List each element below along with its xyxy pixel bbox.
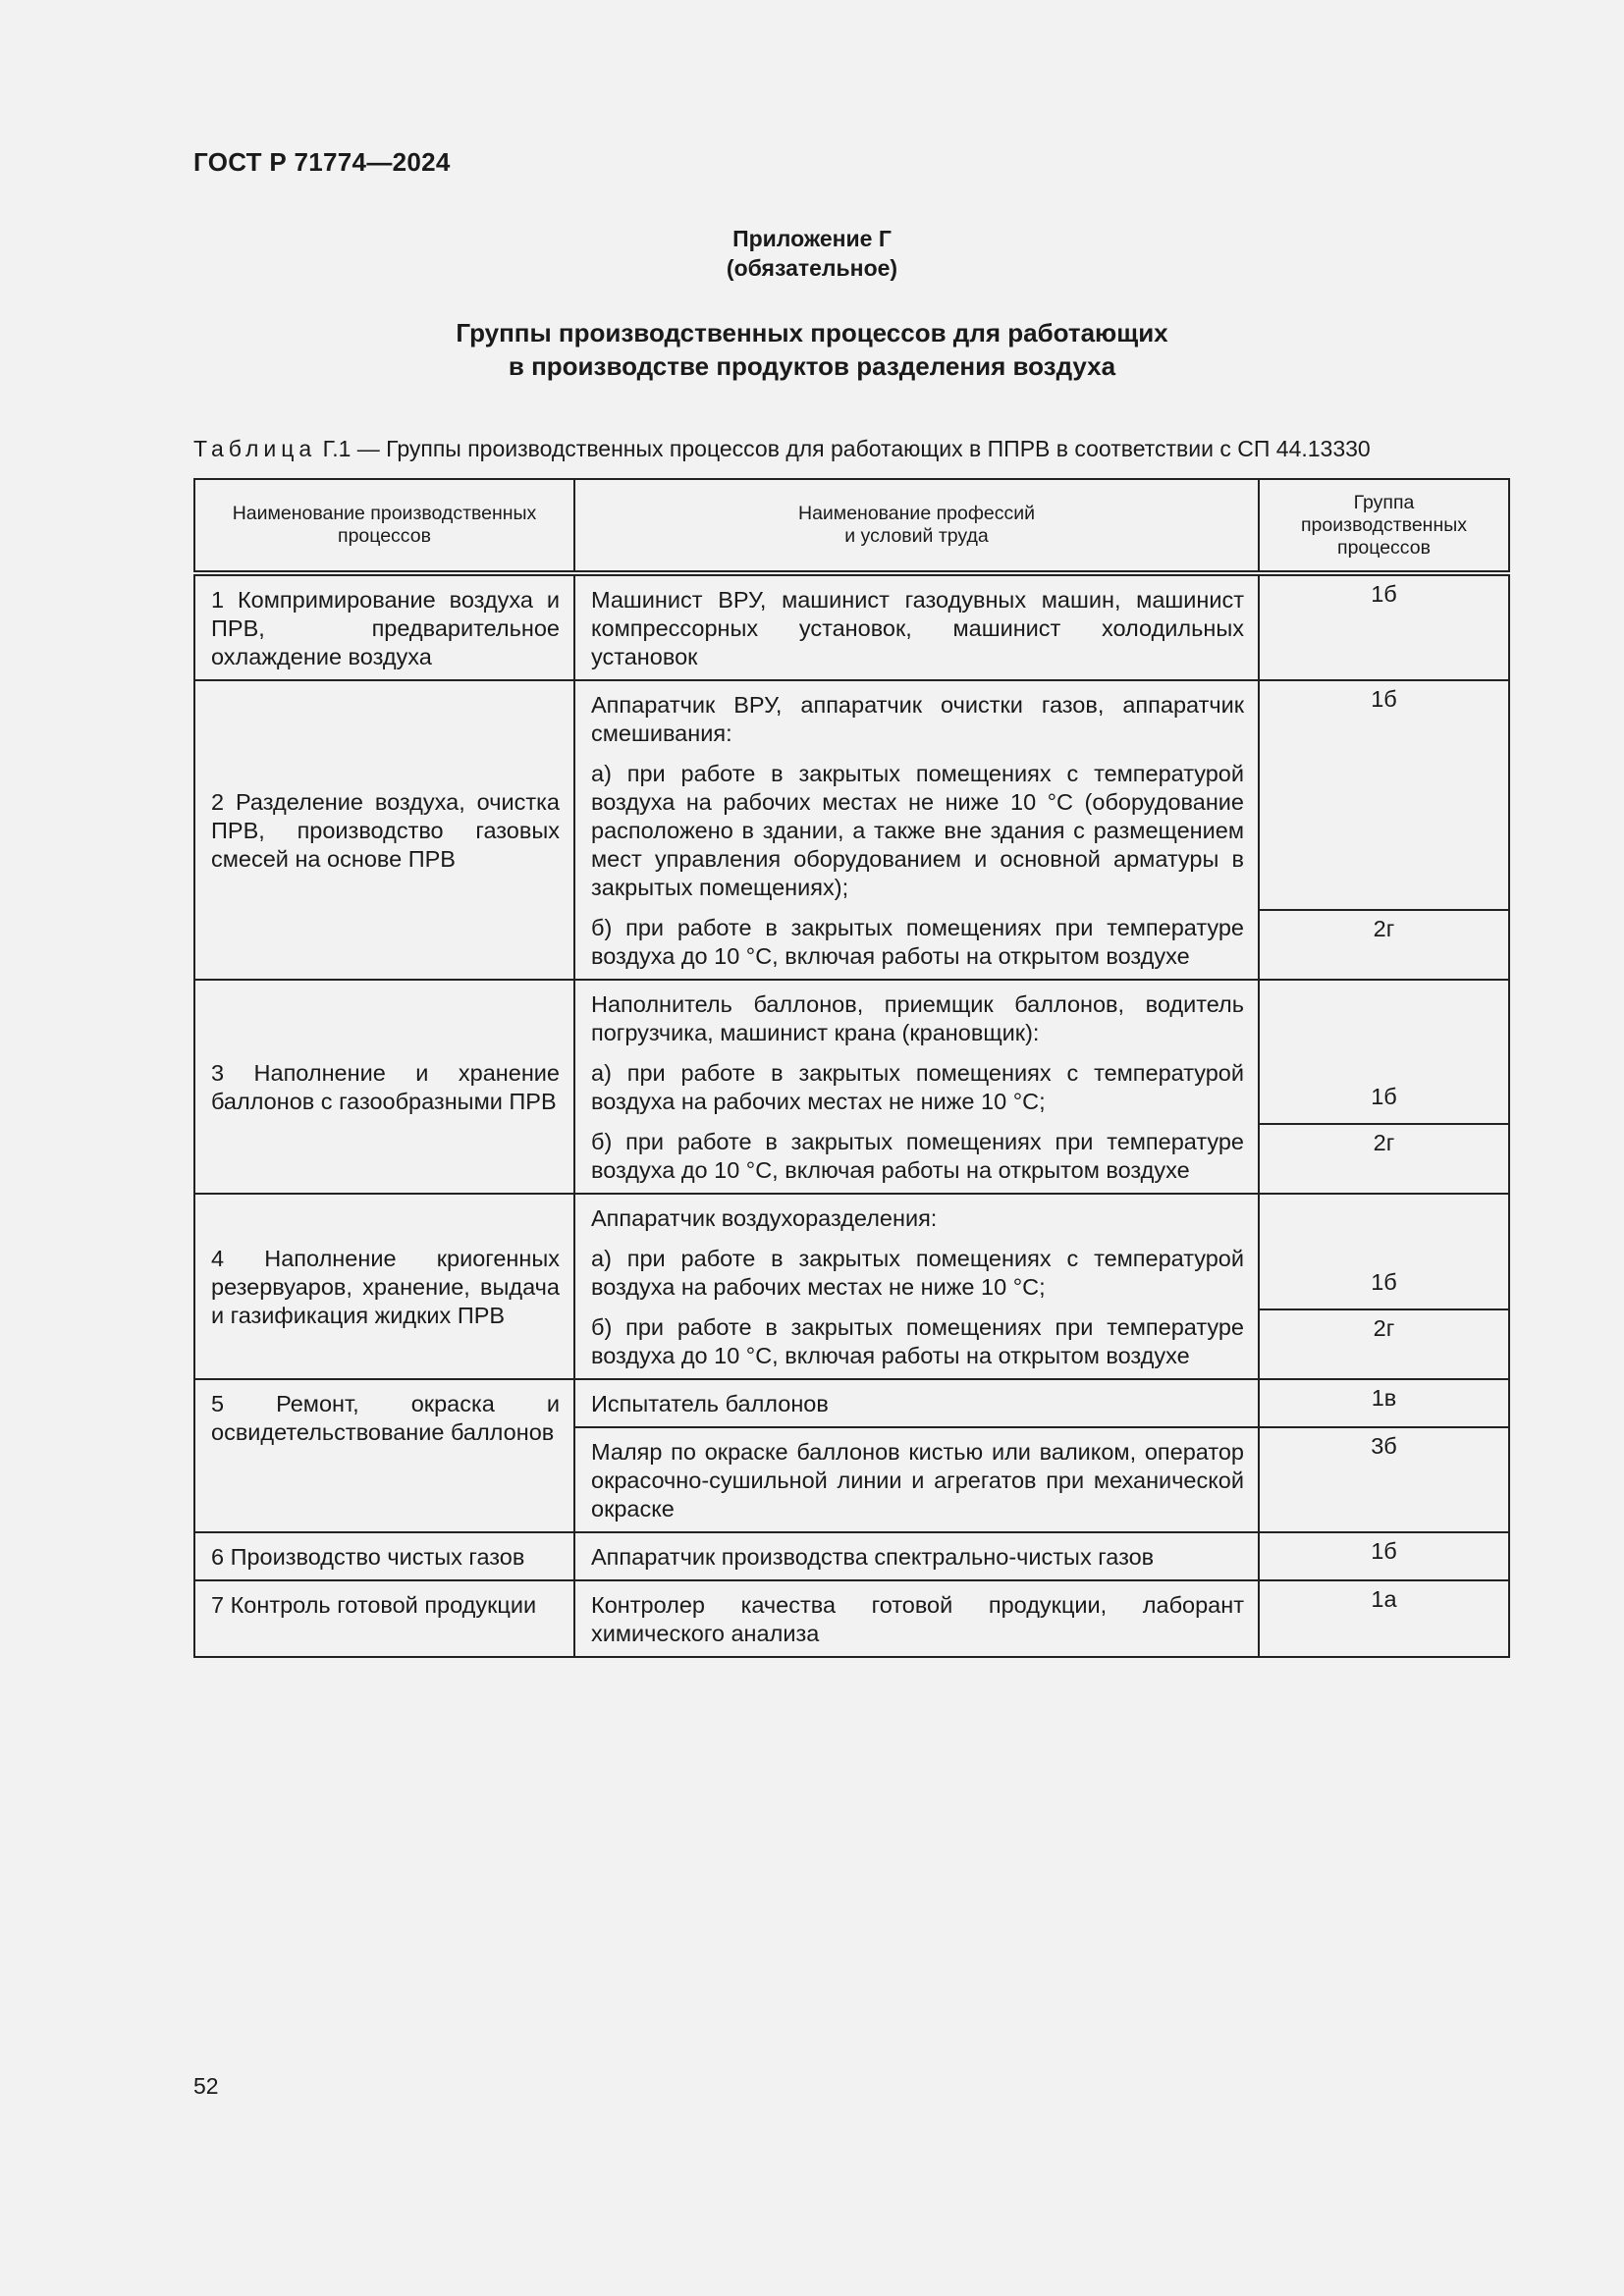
- process-cell: 1 Компримирование воздуха и ПРВ, предварительное охлаждение воздуха: [194, 573, 574, 680]
- process-cell: 4 Наполнение криогенных резервуаров, хранение, выдача и газификация жидких ПРВ: [194, 1194, 574, 1379]
- group-cell: 2г: [1259, 910, 1509, 980]
- group-cell: 1б: [1259, 1194, 1509, 1309]
- appendix-status: (обязательное): [726, 255, 898, 281]
- profession-cell: [574, 1194, 1259, 1309]
- header-profession-line1: Наименование профессий: [797, 503, 1036, 524]
- table-row: [194, 573, 1509, 680]
- header-process: Наименование производственных процессов: [194, 479, 574, 573]
- group-cell: 1б: [1259, 1532, 1509, 1580]
- group-cell: 1б: [1259, 573, 1509, 680]
- appendix-title-line2: в производстве продуктов разделения воздуха: [508, 351, 1116, 381]
- process-cell: 3 Наполнение и хранение баллонов с газообразными ПРВ: [194, 980, 574, 1194]
- document-code: ГОСТ Р 71774—2024: [193, 147, 451, 177]
- table-caption: [193, 434, 1371, 463]
- table-row: [194, 1379, 1509, 1427]
- profession-intro: Аппаратчик воздухоразделения:: [591, 1205, 938, 1231]
- header-group: Группа производственных процессов: [1259, 479, 1509, 573]
- group-cell: 2г: [1259, 1309, 1509, 1379]
- appendix-title-line1: Группы производственных процессов для работающих: [456, 318, 1168, 347]
- profession-cell: [574, 980, 1259, 1124]
- condition-a: а) при работе в закрытых помещениях с температурой воздуха на рабочих местах не ниже 10 °С;: [591, 1060, 1244, 1114]
- table-caption-text: Г.1 — Группы производственных процессов для работающих в ППРВ в соответствии с СП 44.13330: [316, 436, 1371, 461]
- profession-cell: Контролер качества готовой продукции, лаборант химического анализа: [574, 1580, 1259, 1657]
- process-cell: 7 Контроль готовой продукции: [194, 1580, 574, 1657]
- profession-intro: Аппаратчик ВРУ, аппаратчик очистки газов, аппаратчик смешивания:: [591, 692, 1244, 746]
- group-cell: 1б: [1259, 980, 1509, 1124]
- profession-cell: Машинист ВРУ, машинист газодувных машин, машинист компрессорных установок, машинист холодильных установок: [574, 573, 1259, 680]
- group-cell: 1б: [1259, 680, 1509, 910]
- group-cell: 3б: [1259, 1427, 1509, 1532]
- appendix-heading: [0, 224, 1624, 283]
- group-cell: 1в: [1259, 1379, 1509, 1427]
- appendix-title: [0, 316, 1624, 383]
- table-row: [194, 680, 1509, 910]
- table-row: [194, 1532, 1509, 1580]
- group-cell: 1а: [1259, 1580, 1509, 1657]
- process-cell: 5 Ремонт, окраска и освидетельствование баллонов: [194, 1379, 574, 1532]
- condition-a: а) при работе в закрытых помещениях с температурой воздуха на рабочих местах не ниже 10 °С (оборудование расположено в здании, а также вне здания с размещением мест управления оборудованием и основной арматуры в закрытых помещениях);: [591, 761, 1244, 900]
- profession-cell: Маляр по окраске баллонов кистью или валиком, оператор окрасочно-сушильной линии и агрегатов при механической окраске: [574, 1427, 1259, 1532]
- appendix-label: Приложение Г: [732, 226, 892, 251]
- group-cell: 2г: [1259, 1124, 1509, 1194]
- table-header-row: [194, 479, 1509, 573]
- condition-b: б) при работе в закрытых помещениях при температуре воздуха до 10 °С, включая работы на открытом воздухе: [574, 910, 1259, 980]
- process-cell: 6 Производство чистых газов: [194, 1532, 574, 1580]
- header-profession: [574, 479, 1259, 573]
- profession-cell: Испытатель баллонов: [574, 1379, 1259, 1427]
- condition-a: а) при работе в закрытых помещениях с температурой воздуха на рабочих местах не ниже 10 °С;: [591, 1246, 1244, 1300]
- profession-intro: Наполнитель баллонов, приемщик баллонов, водитель погрузчика, машинист крана (крановщик):: [591, 991, 1244, 1045]
- condition-b: б) при работе в закрытых помещениях при температуре воздуха до 10 °С, включая работы на открытом воздухе: [574, 1124, 1259, 1194]
- page-number: 52: [193, 2073, 219, 2099]
- table-row: [194, 1194, 1509, 1309]
- profession-cell: Аппаратчик производства спектрально-чистых газов: [574, 1532, 1259, 1580]
- table-row: [194, 980, 1509, 1124]
- profession-cell: [574, 680, 1259, 910]
- process-groups-table: [193, 478, 1510, 1658]
- header-profession-line2: и условий труда: [844, 525, 989, 547]
- table-row: [194, 1580, 1509, 1657]
- process-cell: 2 Разделение воздуха, очистка ПРВ, производство газовых смесей на основе ПРВ: [194, 680, 574, 980]
- table-caption-prefix: Таблица: [193, 436, 317, 461]
- condition-b: б) при работе в закрытых помещениях при температуре воздуха до 10 °С, включая работы на открытом воздухе: [574, 1309, 1259, 1379]
